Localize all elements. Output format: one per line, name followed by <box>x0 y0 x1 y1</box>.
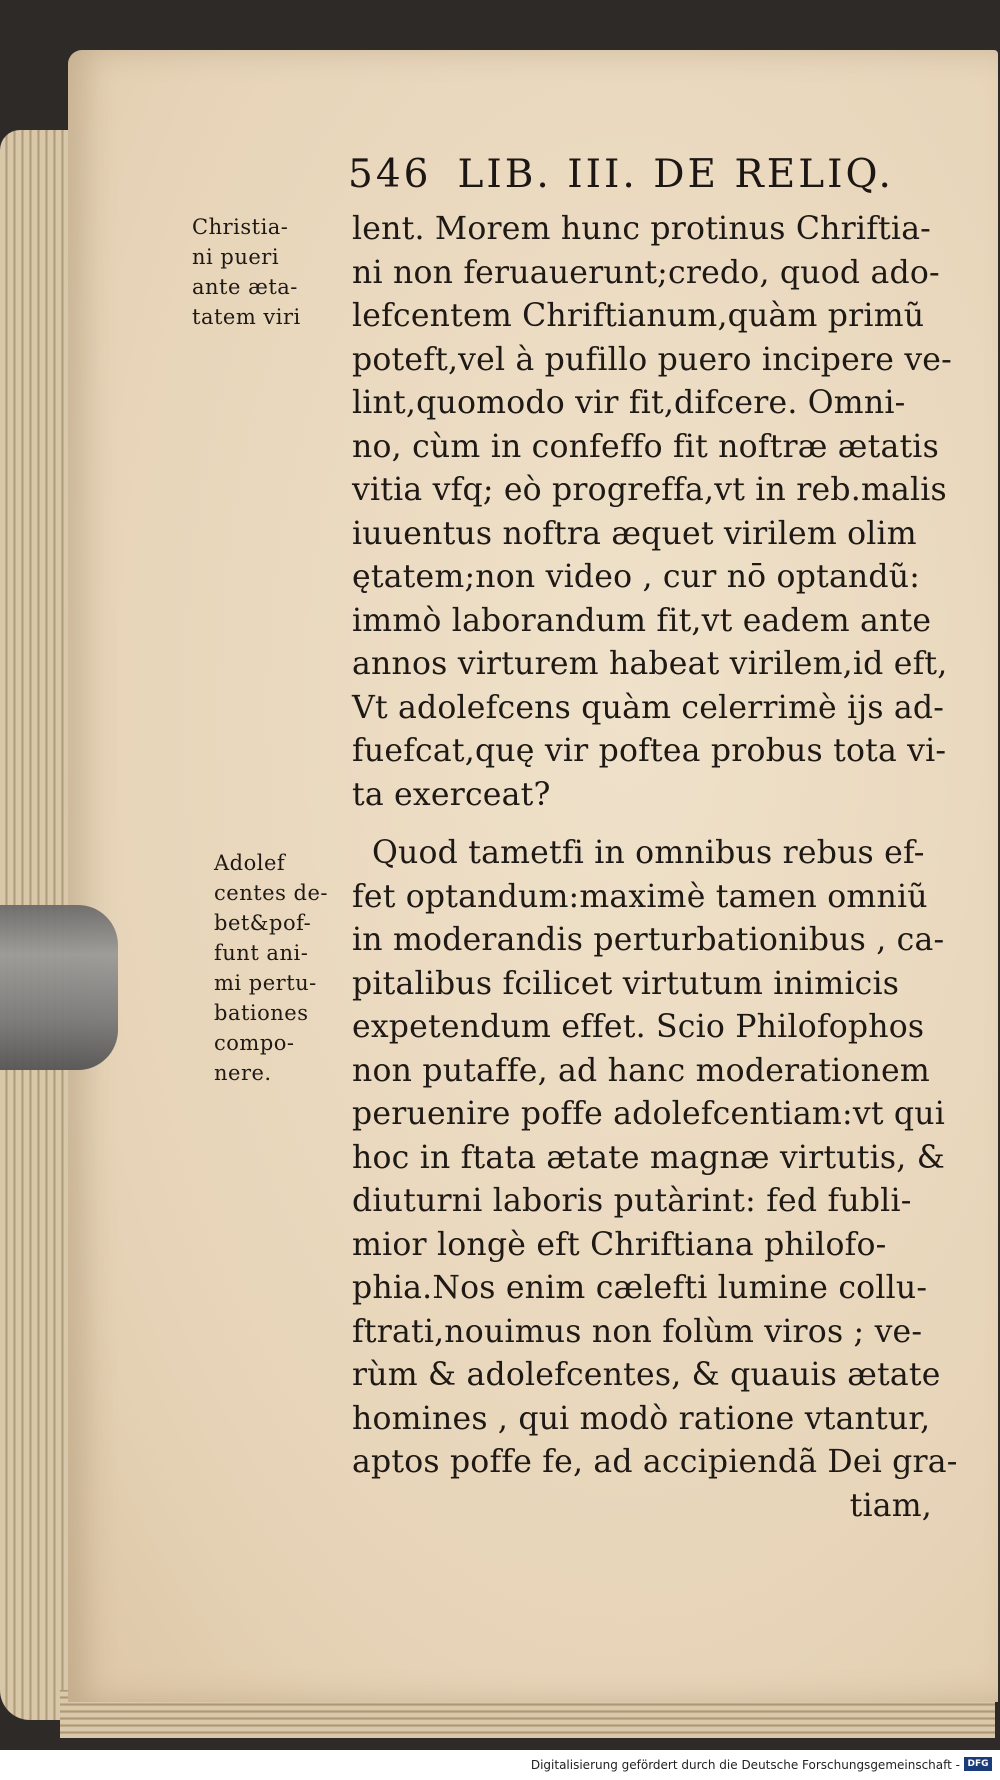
text-line: lefcentem Chriftianum,quàm primũ <box>352 298 925 334</box>
text-line: Vt adolefcens quàm celerrimè ijs ad- <box>352 689 945 726</box>
marginal-line: ni pueri <box>192 245 280 269</box>
marginal-line: bet&pof- <box>214 911 312 935</box>
marginal-note-2 <box>214 848 364 1088</box>
marginal-line: compo- <box>214 1031 295 1055</box>
text-line: ftrati,nouimus non folùm viros ; ve- <box>352 1313 923 1350</box>
text-line: aptos poffe fe, ad accipiendã Dei gra- <box>352 1444 958 1480</box>
paragraph-1 <box>352 208 952 817</box>
text-line: lent. Morem hunc protinus Chriftia- <box>352 211 932 247</box>
text-line: tiam, <box>849 1487 932 1524</box>
text-line: peruenire poffe adolefcentiam:vt qui <box>352 1096 946 1132</box>
text-line: homines , qui modò ratione vtantur, <box>352 1400 931 1437</box>
text-line: fet optandum:maximè tamen omniũ <box>352 878 928 915</box>
running-title: LIB. III. DE RELIQ. <box>457 152 894 197</box>
marginal-line: centes de- <box>214 881 328 905</box>
text-line: expetendum effet. Scio Philofophos <box>352 1009 925 1045</box>
text-line: lint,quomodo vir fit,difcere. Omni- <box>352 385 906 421</box>
text-line: no, cùm in confeffo fit noftræ ætatis <box>352 428 939 465</box>
text-line: rùm & adolefcentes, & quauis ætate <box>352 1357 941 1393</box>
text-line: ni non feruauerunt;credo, quod ado- <box>352 254 940 291</box>
marginal-line: mi pertu- <box>214 971 317 995</box>
text-line: mior longè eft Chriftiana philofo- <box>352 1226 887 1263</box>
text-line: poteft,vel à pufillo puero incipere ve- <box>352 341 952 378</box>
text-line: iuuentus noftra æquet virilem olim <box>352 515 917 552</box>
text-line: diuturni laboris putàrint: fed fubli- <box>352 1183 912 1219</box>
dfg-logo-icon: DFG <box>964 1757 992 1771</box>
book-clasp-strap <box>0 905 118 1070</box>
text-line: ta exerceat? <box>352 776 551 813</box>
text-line: annos virturem habeat virilem,id eft, <box>352 646 948 682</box>
marginal-line: ante æta- <box>192 275 298 299</box>
text-line: non putaffe, ad hanc moderationem <box>352 1052 930 1089</box>
text-line: fuefcat,quę vir poftea probus tota vi- <box>352 733 947 769</box>
text-line: in moderandis perturbationibus , ca- <box>352 922 945 958</box>
marginal-line: nere. <box>214 1061 272 1085</box>
body-text <box>352 208 958 1528</box>
page-number: 546 <box>348 152 432 197</box>
marginal-line: Christia- <box>192 215 289 239</box>
running-header <box>348 152 938 202</box>
marginal-note-1 <box>192 212 342 332</box>
marginal-line: funt ani- <box>214 941 309 965</box>
paragraph-2 <box>352 832 958 1528</box>
text-line: immò laborandum fit,vt eadem ante <box>352 602 932 639</box>
marginal-line: Adolef <box>214 851 286 875</box>
footer-credit: Digitalisierung gefördert durch die Deutsche Forschungsgemeinschaft - <box>530 1758 960 1772</box>
text-line: ętatem;non video , cur nō optandũ: <box>352 559 921 595</box>
text-line: hoc in ftata ætate magnæ virtutis, & <box>352 1139 945 1176</box>
text-line: pitalibus fcilicet virtutum inimicis <box>352 965 900 1002</box>
marginal-line: tatem viri <box>192 305 301 329</box>
marginal-line: bationes <box>214 1001 309 1025</box>
paragraph-gap <box>352 817 952 832</box>
text-line: Quod tametfi in omnibus rebus ef- <box>372 835 925 871</box>
digitization-footer <box>0 1750 1000 1780</box>
text-line: vitia vfq; eò progreffa,vt in reb.malis <box>352 472 947 508</box>
text-line: phia.Nos enim cælefti lumine collu- <box>352 1270 928 1306</box>
